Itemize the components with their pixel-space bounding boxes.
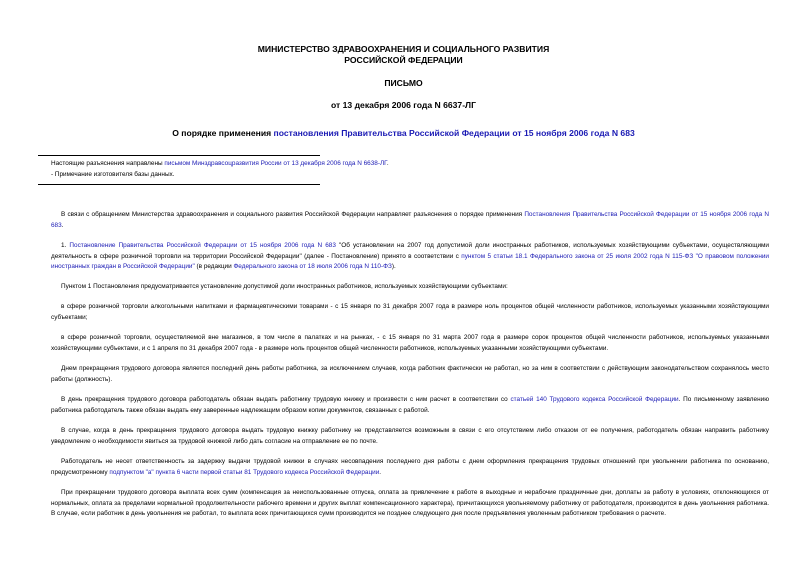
paragraph-workbook-notice: В случае, когда в день прекращения трудового договора выдать трудовую книжку работнику не представляется возможным в связи с его отсутствием либо отказом от ее получения, работодатель обязан направить работнику уведомление о необходимости явиться за трудовой книжкой либо дать согласие на отправление ее по почте. [51,427,769,445]
intro-resolution-link[interactable]: Постановления Правительства Российской Федерации от 15 ноября 2006 года N 683 [51,211,769,229]
note-line-1 [51,159,389,168]
paragraph-intro-tail: . [61,221,64,229]
item1-text-1: "Об установлении на 2007 год допустимой доли иностранных работников, используемых хозяйствующими субъектами, осуществляющими деятельность в сфере розничной торговли на территории Российской Федерации" (далее - Постановление) принято в соответствии с [51,242,770,260]
item1-resolution-link[interactable]: Постановление Правительства Российской Федерации от 15 ноября 2006 года N 683 [69,242,336,249]
notes-divider-bottom [38,184,320,185]
paragraph-termination-day: Днем прекращения трудового договора является последний день работы работника, за исключением случаев, когда работник фактически не работал, но за ним в соответствии с действующим законодательством сохранялось место работы (должность). [51,365,769,383]
paragraph-intro-text: В связи с обращением Министерства здравоохранения и социального развития Российской Федерации направляет разъяснения о порядке применения [61,211,525,218]
item1-federal-law-115-link[interactable]: пунктом 5 статьи 18.1 Федерального закона от 25 июля 2002 года N 115-ФЗ "О правовом положении иностранных граждан в Российской Федерации" [51,252,769,271]
paragraph-workbook-text-2: . По письменному заявлению работника работодатель также обязан выдать ему заверенные надлежащим образом копии документов, связанных с работой. [51,396,769,414]
labor-code-article-81-link[interactable]: подпунктом "а" пункта 6 части первой статьи 81 Трудового кодекса Российской Федерации [109,468,380,476]
paragraph-payments: При прекращении трудового договора выплата всех сумм (компенсация за неиспользованные отпуска, оплата за привлечение к работе в выходные и нерабочие праздничные дни, доплаты за работу в условиях, отклоняющихся от нормальных, оплата за пределами нормальной продолжительности рабочего времени и других выплат компенсационного характера), причитающихся увольняемому работнику от работодателя, производится в день увольнения работника. В случае, если работник в день увольнения не работал, то выплата всех причитающихся сумм производится не позднее следующего дня после предъявления уволенным работником требования о расчете. [51,489,769,518]
item-number: 1. [61,242,70,249]
paragraph-employer-liability [51,457,769,478]
paragraph-item-1 [51,241,769,273]
document-subject [0,128,807,139]
subject-prefix: О порядке применения [172,128,274,138]
subject-resolution-link[interactable]: постановления Правительства Российской Федерации от 15 ноября 2006 года N 683 [273,128,635,138]
note-1-text: Настоящие разъяснения направлены [51,160,165,167]
item1-federal-law-110-link[interactable]: Федерального закона от 18 июля 2006 года N 110-ФЗ [233,263,392,271]
ministry-title-line2: РОССИЙСКОЙ ФЕДЕРАЦИИ [344,55,463,65]
item1-text-2: (в редакции [194,263,234,271]
paragraph-alcohol-pharma: в сфере розничной торговли алкогольными напитками и фармацевтическими товарами - с 15 января по 31 декабря 2007 года в размере ноль процентов общей численности работников, используемых указанными хозяйствующими субъектами; [51,303,769,321]
paragraph-intro [51,210,769,231]
paragraph-workbook-text-1: В день прекращения трудового договора работодатель обязан выдать работнику трудовую книжку и произвести с ним расчет в соответствии со [61,396,511,403]
item1-text-3: ). [391,263,396,271]
note-1-letter-link[interactable]: письмом Минздравсоцразвития России от 13 декабря 2006 года N 6638-ЛГ [164,160,387,167]
paragraph-liability-text-1: Работодатель не несет ответственность за задержку выдачи трудовой книжки в случаях несовпадения последнего дня работы с днем оформления прекращения трудовых отношений при увольнении работника по основанию, предусмотренному [51,458,769,476]
document-date-number: от 13 декабря 2006 года N 6637-ЛГ [331,100,476,110]
notes-divider-top [38,155,320,156]
paragraph-liability-text-2: . [379,468,382,476]
paragraph-point1: Пунктом 1 Постановления предусматривается установление допустимой доли иностранных работников, используемых хозяйствующими субъектами: [61,283,508,290]
document-type: ПИСЬМО [384,78,423,88]
note-1-tail: . [386,160,389,167]
note-line-2: - Примечание изготовителя базы данных. [51,171,175,178]
paragraph-outside-stores: в сфере розничной торговли, осуществляемой вне магазинов, в том числе в палатках и на рынках, - с 15 января по 31 марта 2007 года в размере сорок процентов общей численности работников, используемых указанными хозяйствующими субъектами, и с 1 апреля по 31 декабря 2007 года - в размере ноль процентов общей численности работников, используемых указанными хозяйствующими субъектами. [51,334,769,352]
ministry-title-line1: МИНИСТЕРСТВО ЗДРАВООХРАНЕНИЯ И СОЦИАЛЬНОГО РАЗВИТИЯ [257,44,550,54]
paragraph-workbook-issue [51,395,769,416]
labor-code-article-140-link[interactable]: статьей 140 Трудового кодекса Российской Федерации [510,396,679,403]
